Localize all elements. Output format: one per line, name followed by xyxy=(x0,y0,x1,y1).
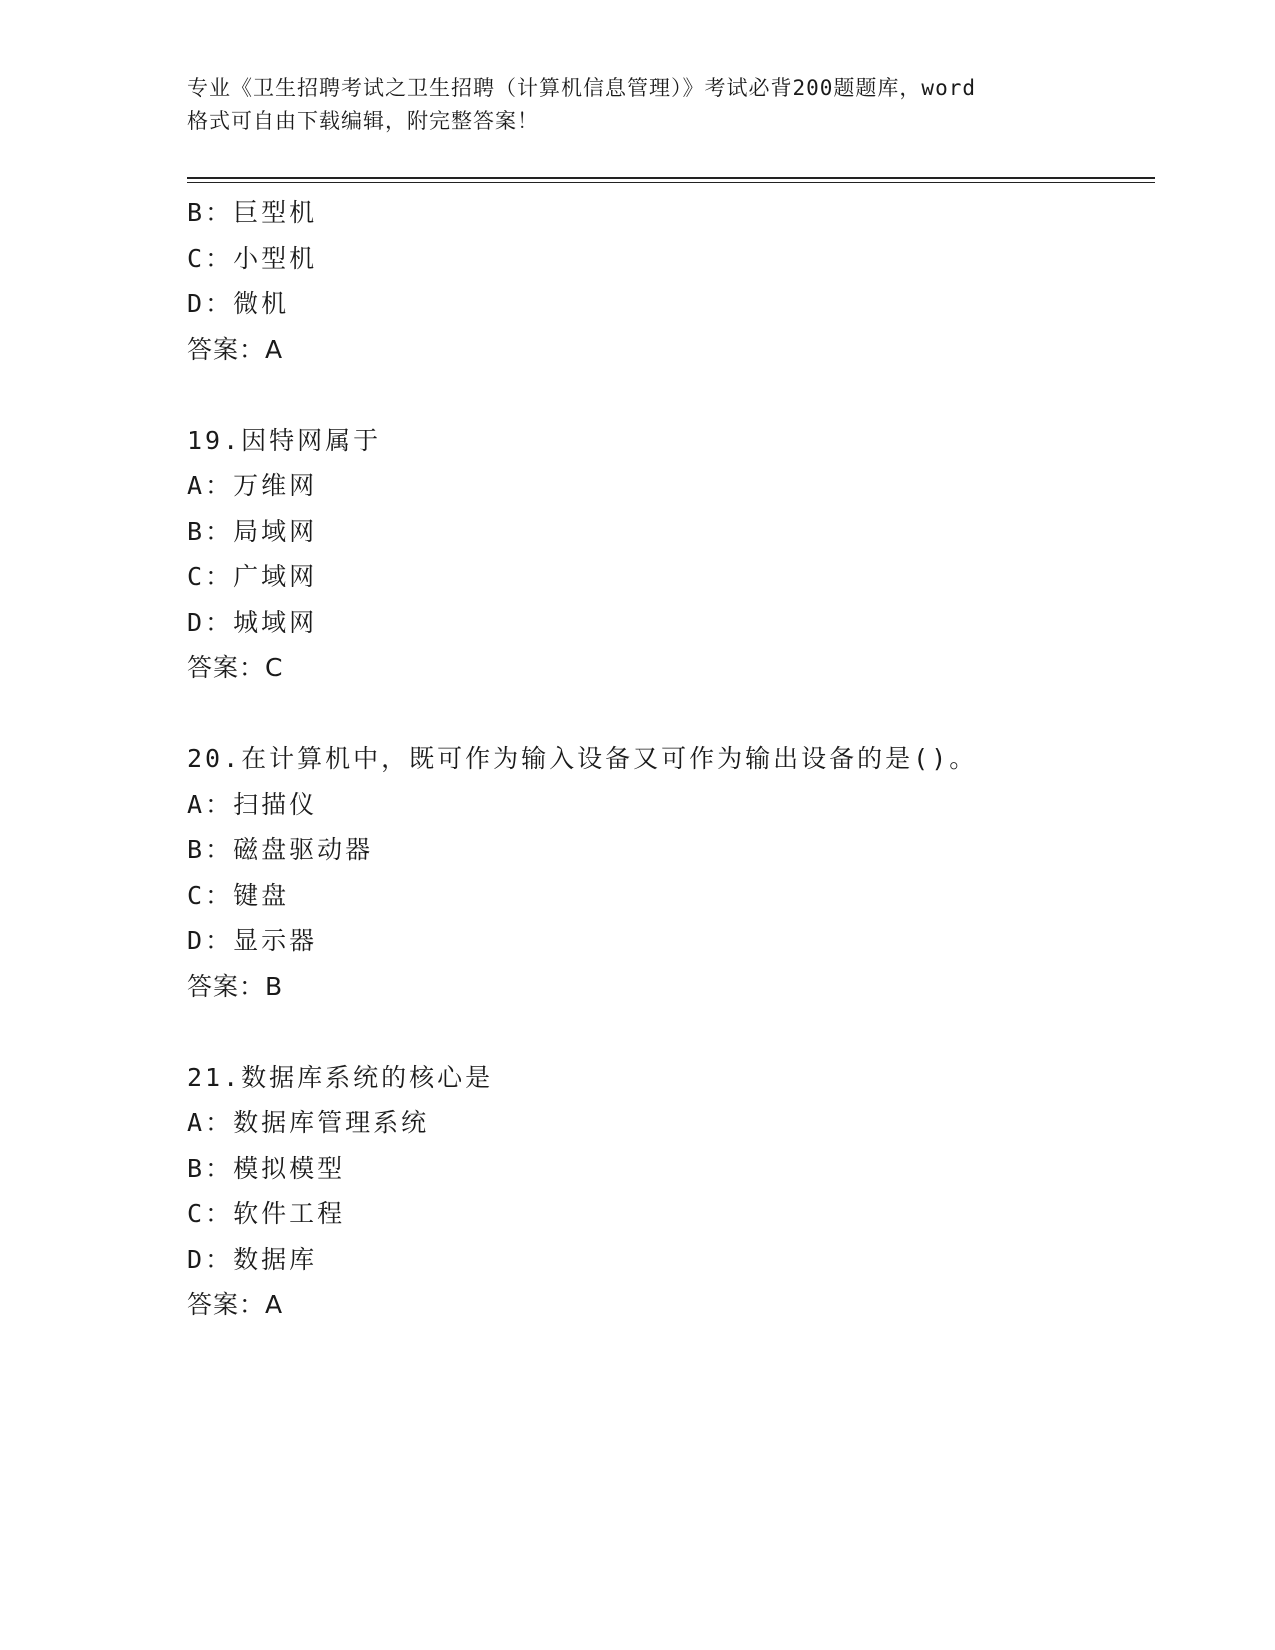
option-text: 巨型机 xyxy=(233,198,318,227)
option-separator: ： xyxy=(205,289,234,318)
question-spacer xyxy=(187,372,1147,418)
option-key: C xyxy=(187,880,206,910)
option-text: 软件工程 xyxy=(233,1199,346,1228)
header-line-2: 格式可自由下载编辑，附完整答案！ xyxy=(187,109,539,133)
question-stem: 19.因特网属于 xyxy=(187,425,382,455)
option-separator: ： xyxy=(205,607,234,637)
option-line xyxy=(187,190,1147,236)
option-key: B xyxy=(187,835,206,864)
question-19 xyxy=(187,418,1147,691)
question-spacer xyxy=(187,1009,1147,1055)
option-line xyxy=(187,782,1147,828)
option-line xyxy=(187,600,1147,646)
option-text: 局域网 xyxy=(233,516,318,546)
question-spacer xyxy=(187,691,1147,737)
option-key: D xyxy=(187,1244,206,1274)
option-text: 数据库 xyxy=(233,1244,318,1274)
option-line xyxy=(187,918,1147,964)
option-line xyxy=(187,873,1147,919)
option-line xyxy=(187,1191,1147,1237)
option-separator: ： xyxy=(205,926,234,955)
option-text: 键盘 xyxy=(233,880,290,910)
option-text: 扫描仪 xyxy=(233,789,318,819)
option-separator: ： xyxy=(205,562,234,591)
option-key: D xyxy=(187,289,206,318)
header-line-1: 专业《卫生招聘考试之卫生招聘（计算机信息管理）》考试必背200题题库，word xyxy=(187,76,976,100)
question-stem: 20.在计算机中，既可作为输入设备又可作为输出设备的是()。 xyxy=(187,744,978,773)
option-key: C xyxy=(187,562,206,591)
option-key: C xyxy=(187,1199,206,1228)
option-text: 数据库管理系统 xyxy=(233,1108,430,1137)
option-separator: ： xyxy=(205,471,234,500)
question-list xyxy=(187,190,1147,1328)
option-line xyxy=(187,1100,1147,1146)
option-separator: ： xyxy=(205,1199,234,1228)
header-divider xyxy=(187,177,1155,179)
question-21 xyxy=(187,1055,1147,1328)
question-stem: 21.数据库系统的核心是 xyxy=(187,1062,494,1092)
option-text: 广域网 xyxy=(233,562,318,591)
option-separator: ： xyxy=(205,516,234,546)
option-line xyxy=(187,281,1147,327)
option-separator: ： xyxy=(205,243,234,273)
option-separator: ： xyxy=(205,880,234,910)
option-text: 小型机 xyxy=(233,243,318,273)
option-key: D xyxy=(187,926,206,955)
option-key: A xyxy=(187,789,206,819)
option-separator: ： xyxy=(205,835,234,864)
option-line xyxy=(187,827,1147,873)
option-text: 显示器 xyxy=(233,926,318,955)
option-text: 城域网 xyxy=(233,607,318,637)
option-key: B xyxy=(187,516,206,546)
option-key: A xyxy=(187,471,206,500)
question-20 xyxy=(187,736,1147,1009)
question-continued xyxy=(187,190,1147,372)
option-line xyxy=(187,554,1147,600)
option-line xyxy=(187,236,1147,282)
option-separator: ： xyxy=(205,1244,234,1274)
option-separator: ： xyxy=(205,198,234,227)
option-text: 磁盘驱动器 xyxy=(233,835,374,864)
header-divider-thin xyxy=(187,182,1155,183)
option-key: B xyxy=(187,1153,206,1183)
option-text: 微机 xyxy=(233,289,290,318)
option-key: C xyxy=(187,243,206,273)
answer-line: 答案：B xyxy=(187,971,284,1001)
option-separator: ： xyxy=(205,789,234,819)
option-line xyxy=(187,1146,1147,1192)
document-header xyxy=(187,72,1087,138)
answer-line: 答案：A xyxy=(187,1290,284,1319)
option-separator: ： xyxy=(205,1153,234,1183)
answer-line: 答案：C xyxy=(187,653,284,682)
option-line xyxy=(187,463,1147,509)
option-text: 模拟模型 xyxy=(233,1153,346,1183)
option-key: A xyxy=(187,1108,206,1137)
answer-line: 答案：A xyxy=(187,334,284,364)
option-key: D xyxy=(187,607,206,637)
option-key: B xyxy=(187,198,206,227)
option-line xyxy=(187,509,1147,555)
option-line xyxy=(187,1237,1147,1283)
option-separator: ： xyxy=(205,1108,234,1137)
option-text: 万维网 xyxy=(233,471,318,500)
